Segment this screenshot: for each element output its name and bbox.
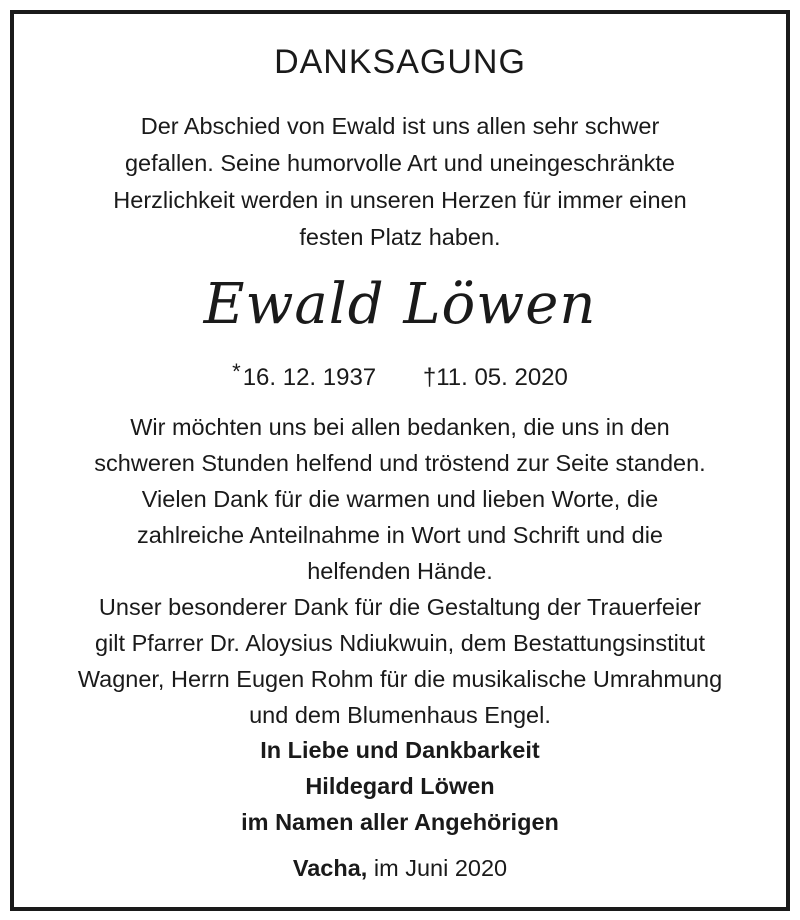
notice-date: im Juni 2020 <box>373 855 508 881</box>
signature-line: Hildegard Löwen <box>305 773 495 799</box>
cross-icon: † <box>422 364 437 391</box>
birth-date-group <box>232 359 383 391</box>
deceased-name: Ewald Löwen <box>203 272 597 337</box>
thanks-line: Vielen Dank für die warmen und lieben Worte, die <box>141 486 659 512</box>
place: Vacha, <box>292 855 368 881</box>
intro-line: festen Platz haben. <box>299 224 501 250</box>
death-date-group <box>423 364 568 391</box>
thanks-line: Wir möchten uns bei allen bedanken, die uns in den <box>130 414 670 440</box>
signature-block <box>14 732 786 840</box>
thanks-line: und dem Blumenhaus Engel. <box>249 702 551 728</box>
signature-line: In Liebe und Dankbarkeit <box>260 737 540 763</box>
birth-star-icon: * <box>232 359 241 384</box>
thanks-line: Wagner, Herrn Eugen Rohm für die musikalische Umrahmung <box>77 666 723 692</box>
thanks-line: zahlreiche Anteilnahme in Wort und Schrift und die <box>136 522 663 548</box>
intro-line: gefallen. Seine humorvolle Art und uneingeschränkte <box>124 150 675 176</box>
place-date <box>14 850 786 886</box>
thanks-line: schweren Stunden helfend und tröstend zur Seite standen. <box>94 450 706 476</box>
intro-text <box>14 108 786 256</box>
life-dates <box>14 354 786 396</box>
thanks-line: helfenden Hände. <box>307 558 493 584</box>
intro-line: Herzlichkeit werden in unseren Herzen für immer einen <box>113 187 687 213</box>
thanks-line: Unser besonderer Dank für die Gestaltung der Trauerfeier <box>98 594 702 620</box>
death-date: 11. 05. 2020 <box>436 364 568 391</box>
signature-line: im Namen aller Angehörigen <box>241 809 559 835</box>
thanks-line: gilt Pfarrer Dr. Aloysius Ndiukwuin, dem Bestattungsinstitut <box>95 630 705 656</box>
birth-date: 16. 12. 1937 <box>242 364 377 391</box>
notice-heading: DANKSAGUNG <box>274 43 526 81</box>
thanks-text <box>14 409 786 733</box>
intro-line: Der Abschied von Ewald ist uns allen sehr schwer <box>140 113 660 139</box>
